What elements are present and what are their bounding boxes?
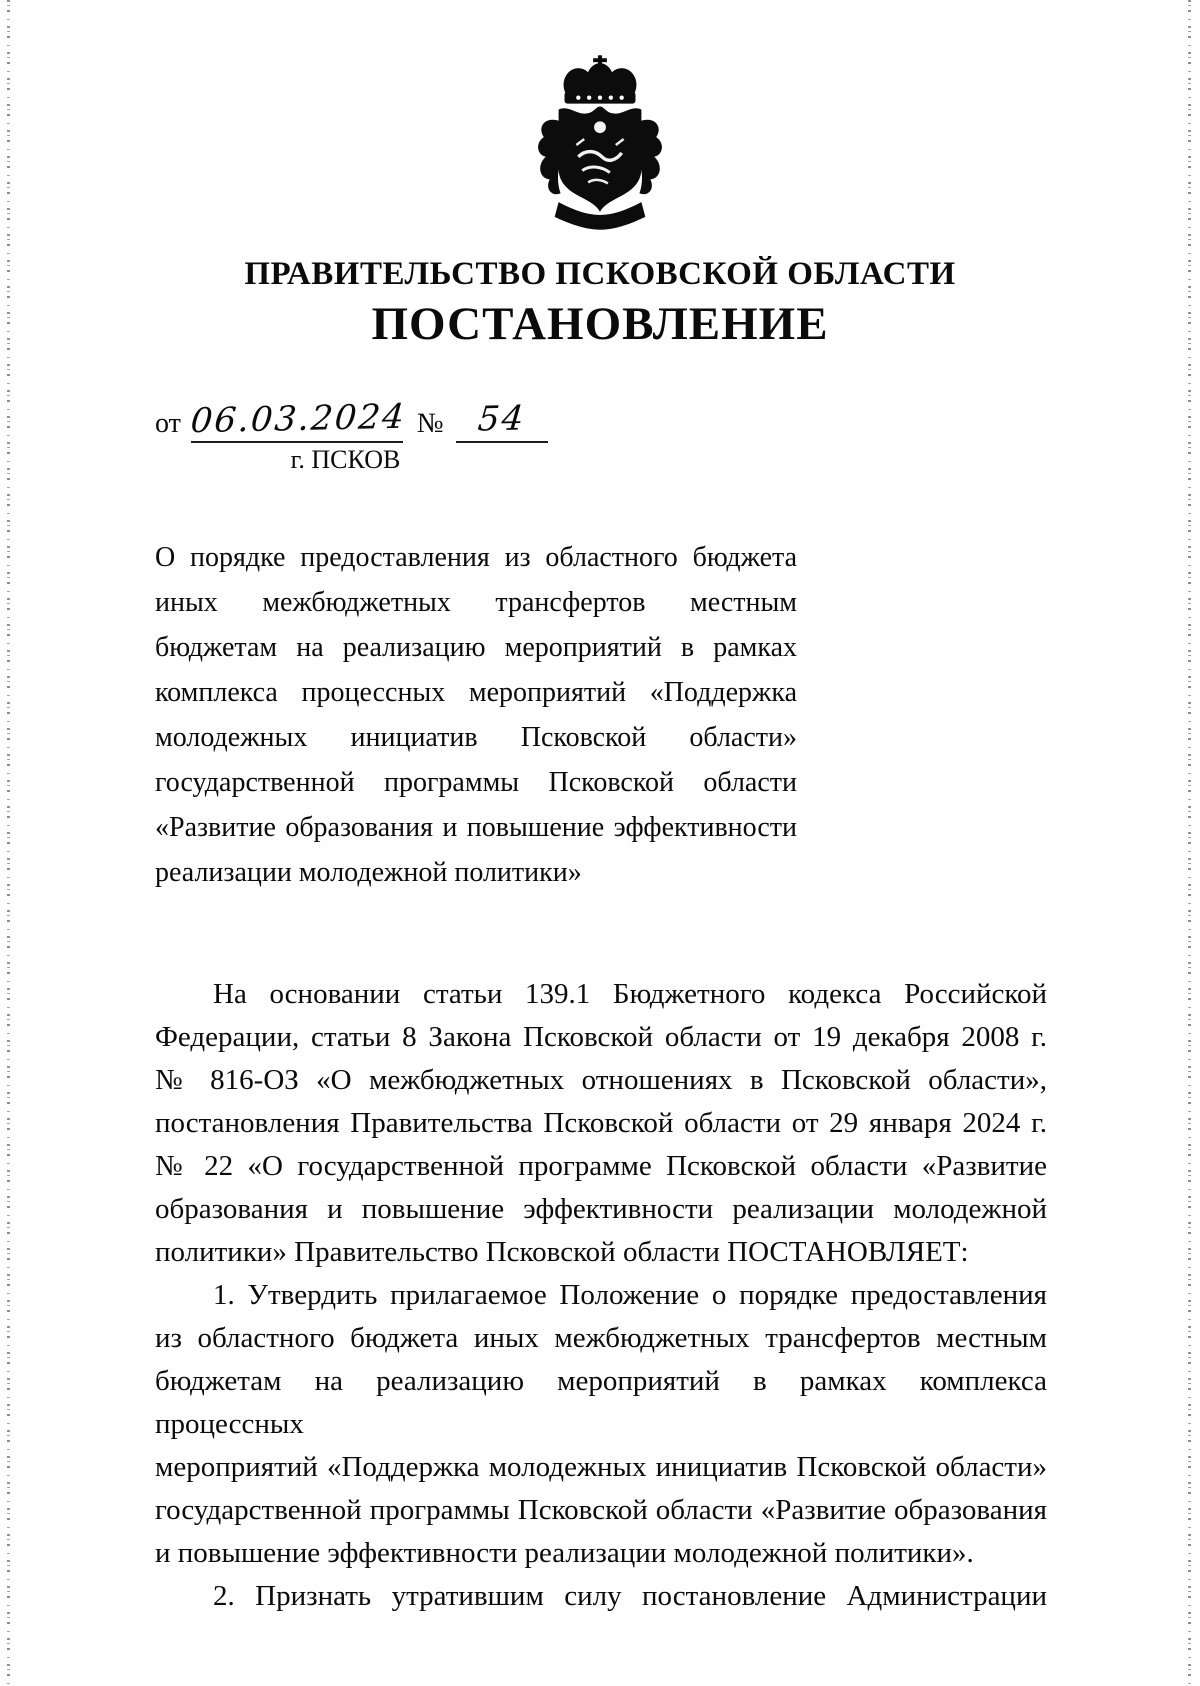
body-paragraph-preamble bbox=[155, 973, 1047, 1274]
body-line: На основании статьи 139.1 Бюджетного кодекса Российской bbox=[213, 978, 1047, 1010]
document-body bbox=[155, 973, 1047, 1618]
document-type-title: ПОСТАНОВЛЕНИЕ bbox=[371, 298, 829, 350]
scan-artifact-left-edge bbox=[7, 0, 10, 1686]
title-line: реализации молодежной политики» bbox=[155, 857, 582, 888]
body-paragraph-item-2 bbox=[155, 1575, 1047, 1618]
body-line: из областного бюджета иных межбюджетных трансфертов местным bbox=[155, 1322, 1047, 1354]
date-blank-line bbox=[188, 396, 408, 443]
scan-artifact-right-edge bbox=[1188, 0, 1191, 1686]
body-line: политики» Правительство Псковской области ПОСТАНОВЛЯЕТ: bbox=[155, 1236, 969, 1268]
handwritten-number: 54 bbox=[476, 398, 527, 440]
coat-of-arms-icon bbox=[531, 54, 669, 232]
city-label: г. ПСКОВ bbox=[290, 445, 401, 474]
body-line: 1. Утвердить прилагаемое Положение о порядке предоставления bbox=[213, 1279, 1047, 1311]
title-line: «Развитие образования и повышение эффективности bbox=[155, 812, 797, 843]
body-line: № 22 «О государственной программе Псковской области «Развитие bbox=[155, 1150, 1047, 1182]
body-line: бюджетам на реализацию мероприятий в рамках комплекса процессных bbox=[155, 1365, 1047, 1440]
body-line: постановления Правительства Псковской области от 29 января 2024 г. bbox=[155, 1107, 1047, 1139]
document-title bbox=[155, 535, 797, 895]
number-blank-line bbox=[456, 398, 548, 443]
body-line: государственной программы Псковской области «Развитие образования bbox=[155, 1494, 1047, 1526]
organization-name: ПРАВИТЕЛЬСТВО ПСКОВСКОЙ ОБЛАСТИ bbox=[244, 256, 956, 292]
handwritten-date: 06.03.2024 bbox=[188, 396, 408, 442]
title-line: О порядке предоставления из областного бюджета bbox=[155, 542, 797, 573]
title-line: государственной программы Псковской области bbox=[155, 767, 797, 798]
body-paragraph-item-1 bbox=[155, 1274, 1047, 1575]
body-line: № 816-ОЗ «О межбюджетных отношениях в Псковской области», bbox=[155, 1064, 1047, 1096]
body-line: Федерации, статьи 8 Закона Псковской области от 19 декабря 2008 г. bbox=[155, 1021, 1047, 1053]
number-sign-label: № bbox=[416, 408, 444, 439]
body-line: образования и повышение эффективности реализации молодежной bbox=[155, 1193, 1047, 1225]
body-line: 2. Признать утратившим силу постановление Администрации bbox=[213, 1580, 1047, 1612]
date-prefix-label: от bbox=[155, 408, 181, 439]
date-number-line bbox=[155, 396, 1200, 443]
body-line: мероприятий «Поддержка молодежных инициатив Псковской области» bbox=[155, 1451, 1047, 1483]
title-line: молодежных инициатив Псковской области» bbox=[155, 722, 797, 753]
body-line: и повышение эффективности реализации молодежной политики». bbox=[155, 1537, 974, 1569]
title-line: иных межбюджетных трансфертов местным bbox=[155, 587, 797, 618]
title-line: комплекса процессных мероприятий «Поддержка bbox=[155, 677, 797, 708]
title-line: бюджетам на реализацию мероприятий в рамках bbox=[155, 632, 797, 663]
